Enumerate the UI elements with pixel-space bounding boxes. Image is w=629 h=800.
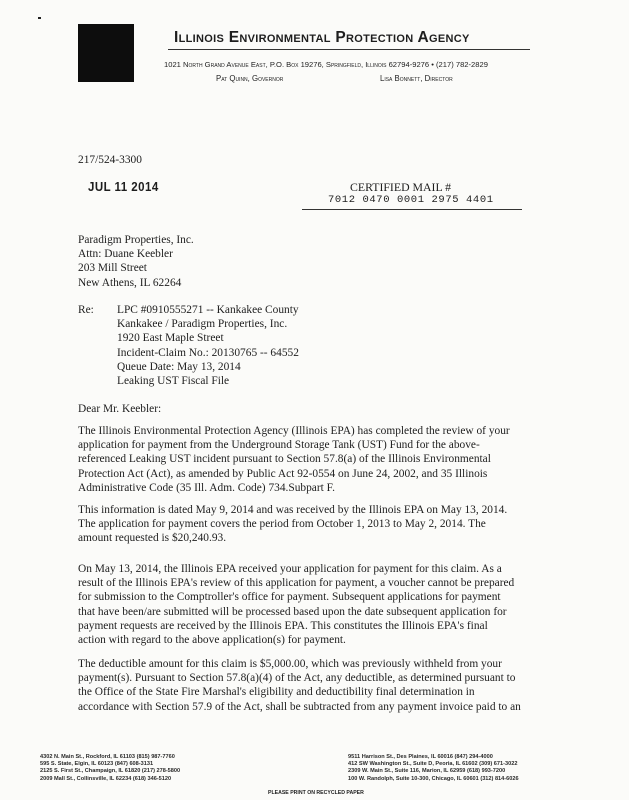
footer-address: 4302 N. Main St., Rockford, IL 61103 (815) 987-7760 <box>40 754 175 760</box>
paragraph-deductible <box>78 657 574 714</box>
re-line: Incident-Claim No.: 20130765 -- 64552 <box>117 346 299 359</box>
paragraph-line: payment requests are received by the Illinois EPA. This constitutes the Illinois EPA's final <box>78 619 488 632</box>
letterhead-rule <box>168 49 530 50</box>
governor-name: Pat Quinn, Governor <box>216 74 284 83</box>
certified-mail-rule <box>302 209 522 210</box>
certified-mail-number: 7012 0470 0001 2975 4401 <box>328 194 494 206</box>
re-line: 1920 East Maple Street <box>117 332 224 345</box>
paragraph-line: This information is dated May 9, 2014 and was received by the Illinois EPA on May 13, 2014. <box>78 504 508 516</box>
footer-offices-right <box>348 754 519 783</box>
agency-address: 1021 North Grand Avenue East, P.O. Box 19276, Springfield, Illinois 62794-9276 • (217) 782-2829 <box>164 60 488 69</box>
paragraph-line: amount requested is $20,240.93. <box>78 532 227 545</box>
salutation: Dear Mr. Keebler: <box>78 403 162 415</box>
address-line: Paradigm Properties, Inc. <box>78 234 194 246</box>
paragraph-line: the Office of the State Fire Marshal's eligibility and deductibility final determination in <box>78 686 475 699</box>
certified-mail-label: CERTIFIED MAIL # <box>350 180 452 194</box>
paragraph-line: application for payment from the Underground Storage Tank (UST) Fund for the above- <box>78 439 480 452</box>
paragraph-line: On May 13, 2014, the Illinois EPA received your application for payment for this claim. As a <box>78 563 502 575</box>
director-name: Lisa Bonnett, Director <box>380 74 453 83</box>
paragraph-line: Administrative Code (35 Ill. Adm. Code) 734.Subpart F. <box>78 481 335 494</box>
re-line: Leaking UST Fiscal File <box>117 375 230 388</box>
footer-address: 2125 S. First St., Champaign, IL 61820 (217) 278-5800 <box>40 768 181 775</box>
footer-address: 9511 Harrison St., Des Plaines, IL 60016 (847) 294-4000 <box>348 754 493 760</box>
footer-address: 100 W. Randolph, Suite 10-300, Chicago, IL 60601 (312) 814-6026 <box>348 775 519 782</box>
paragraph-application-dates <box>78 503 574 546</box>
scan-speck <box>38 17 41 19</box>
date-stamp: JUL 11 2014 <box>88 180 159 194</box>
paragraph-line: Protection Act (Act), as amended by Public Act 92-0554 on June 24, 2002, and 35 Illinois <box>78 467 488 480</box>
paragraph-line: referenced Leaking UST incident pursuant to Section 57.8(a) of the Illinois Environmental <box>78 453 491 466</box>
re-label: Re: <box>78 304 94 316</box>
re-line: Kankakee / Paradigm Properties, Inc. <box>117 318 288 331</box>
paragraph-line: action with regard to the above application(s) for payment. <box>78 634 346 647</box>
paragraph-line: payment(s). Pursuant to Section 57.8(a)(4) of the Act, any deductible, as determined pursuant to <box>78 672 516 685</box>
footer-address: 412 SW Washington St., Suite D, Peoria, IL 61602 (309) 671-3022 <box>348 761 518 768</box>
address-line: Attn: Duane Keebler <box>78 248 173 261</box>
re-details <box>117 303 299 388</box>
paragraph-voucher-decision <box>78 562 574 647</box>
paragraph-line: accordance with Section 57.9 of the Act, shall be subtracted from any payment invoice paid to an <box>78 700 521 713</box>
agency-name: Illinois Environmental Protection Agency <box>174 29 470 46</box>
paragraph-line: The deductible amount for this claim is $5,000.00, which was previously withheld from your <box>78 658 502 670</box>
re-line: Queue Date: May 13, 2014 <box>117 360 241 373</box>
footer-address: 2309 W. Main St., Suite 116, Marion, IL 62959 (618) 993-7200 <box>348 768 506 775</box>
paragraph-line: for submission to the Comptroller's office for payment. Subsequent applications for payment <box>78 591 501 604</box>
footer-address: 595 S. State, Elgin, IL 60123 (847) 608-3131 <box>40 761 154 768</box>
address-line: 203 Mill Street <box>78 262 147 275</box>
footer-offices-left <box>40 754 180 783</box>
recipient-address <box>78 233 194 290</box>
paragraph-line: result of the Illinois EPA's review of this application for payment, a voucher cannot be prepared <box>78 577 515 590</box>
paragraph-line: The application for payment covers the period from October 1, 2013 to May 2, 2014. The <box>78 518 486 531</box>
paragraph-line: The Illinois Environmental Protection Agency (Illinois EPA) has completed the review of your <box>78 425 510 437</box>
paragraph-review-completed <box>78 424 574 495</box>
re-line: LPC #0910555271 -- Kankakee County <box>117 304 299 316</box>
agency-logo <box>78 24 134 82</box>
phone-number: 217/524-3300 <box>78 154 142 166</box>
recycled-paper-note: PLEASE PRINT ON RECYCLED PAPER <box>268 790 364 796</box>
footer-address: 2009 Mall St., Collinsville, IL 62234 (618) 346-5120 <box>40 775 172 782</box>
address-line: New Athens, IL 62264 <box>78 276 182 289</box>
paragraph-line: that have been/are submitted will be processed based upon the date subsequent application for <box>78 605 507 618</box>
